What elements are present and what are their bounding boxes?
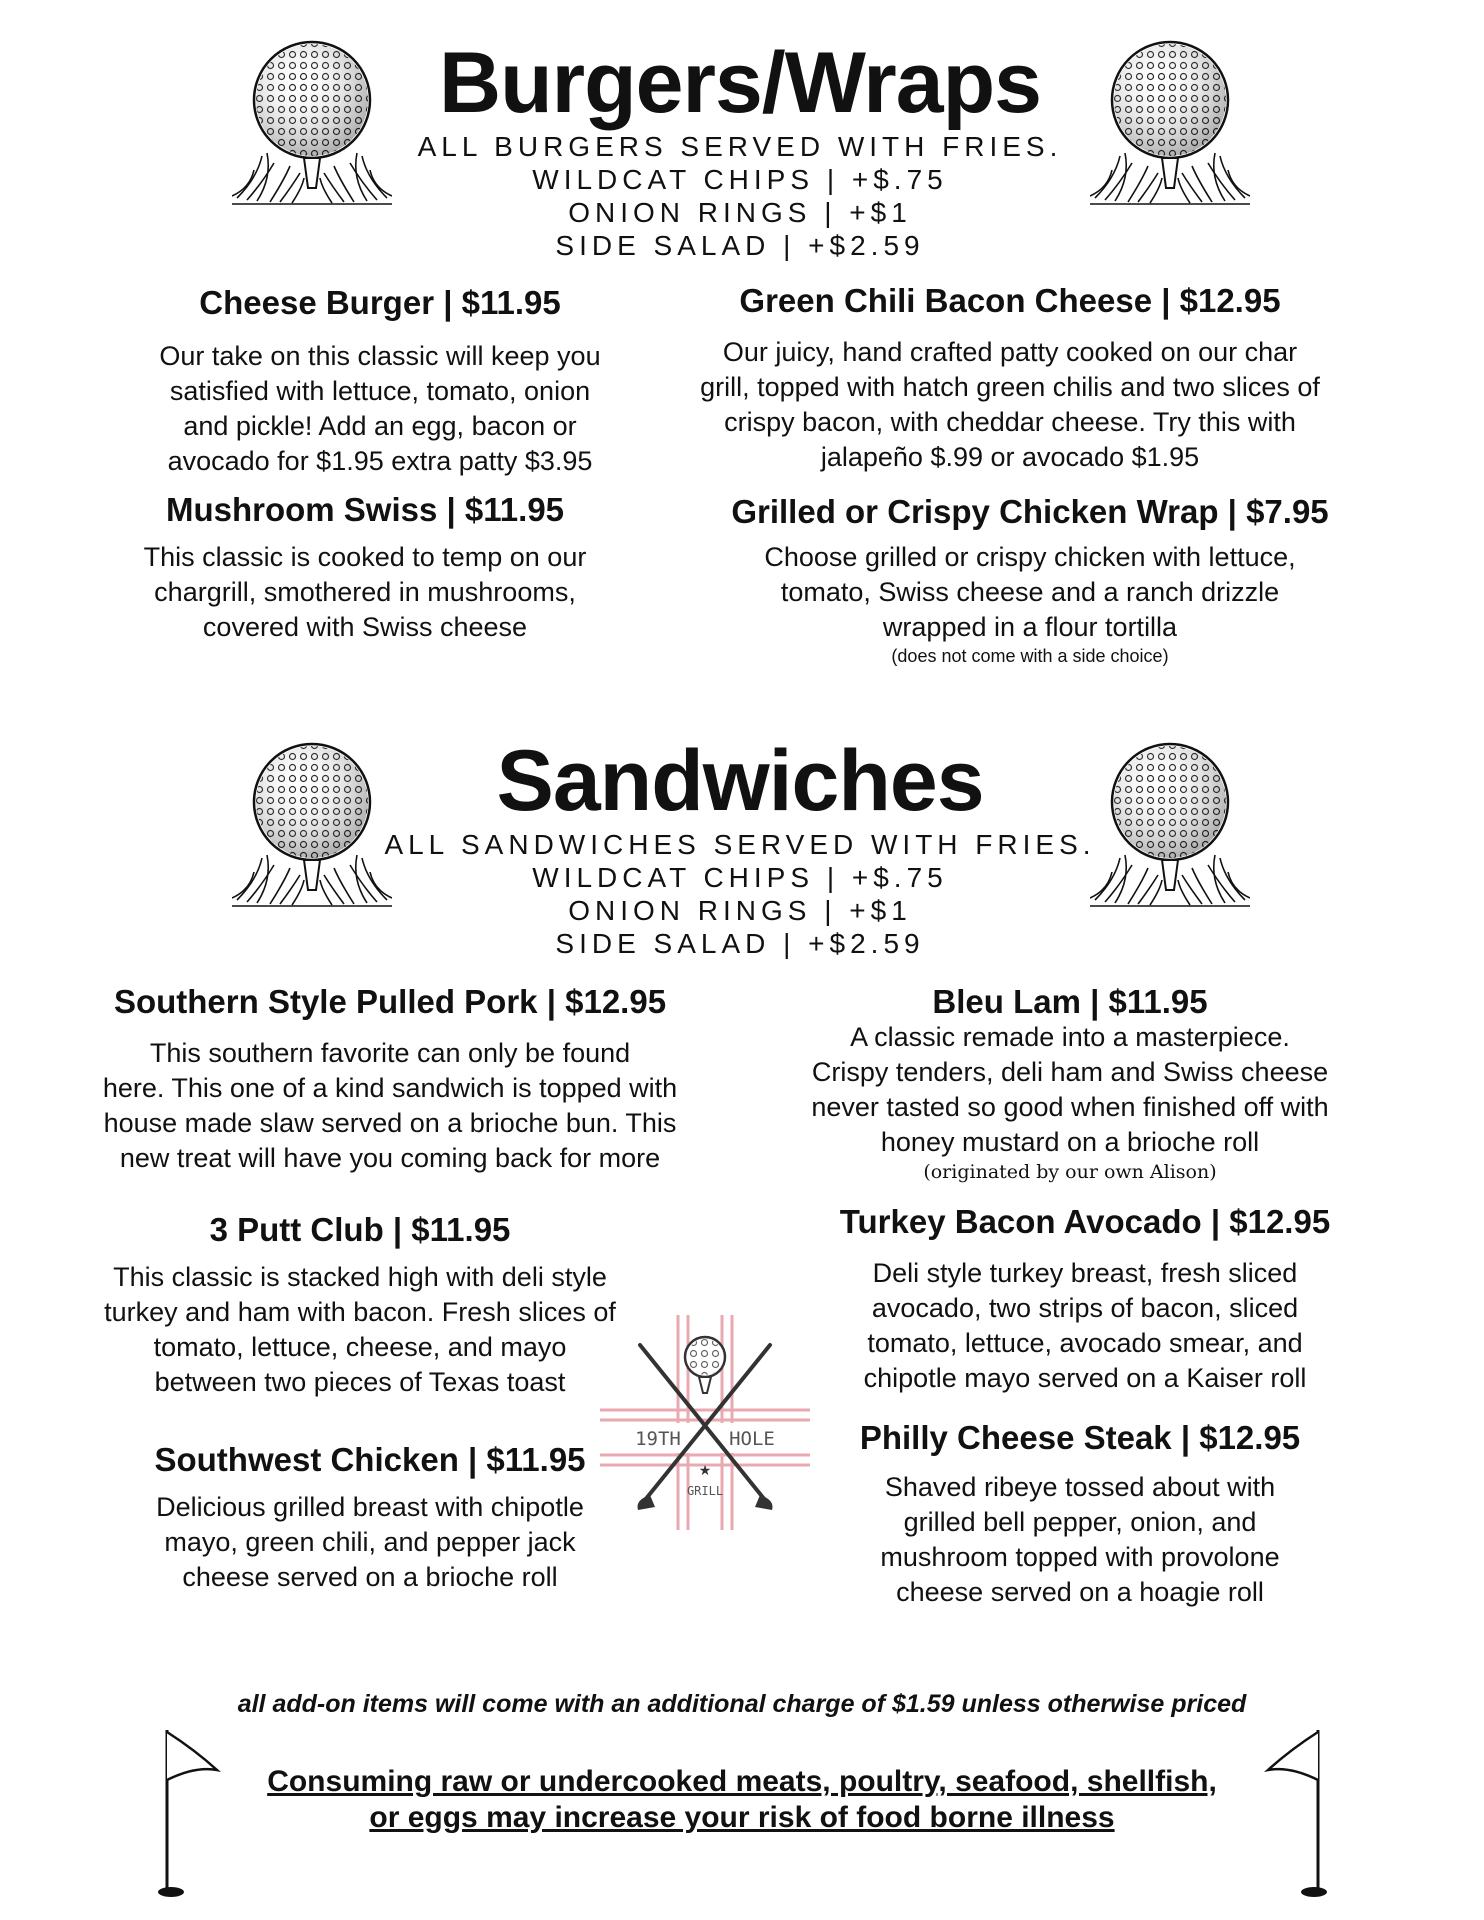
item-description — [760, 1020, 1380, 1160]
item-title: Green Chili Bacon Cheese | $12.95 — [739, 282, 1281, 319]
side-line: WILDCAT CHIPS | +$.75 — [532, 164, 948, 195]
side-line: SIDE SALAD | +$2.59 — [555, 230, 925, 261]
desc-line: tomato, lettuce, cheese, and mayo — [153, 1332, 567, 1363]
menu-item-turkey-bacon-avocado — [790, 1204, 1380, 1396]
desc-line: cheese served on a brioche roll — [182, 1562, 558, 1593]
menu-item-bleu-lam — [760, 984, 1380, 1184]
desc-line: This classic is cooked to temp on our — [143, 542, 587, 573]
desc-line: Deli style turkey breast, fresh sliced — [872, 1258, 1298, 1289]
side-line: ALL SANDWICHES SERVED WITH FRIES. — [384, 829, 1096, 860]
logo-bottom-text: GRILL — [686, 1484, 724, 1498]
desc-line: and pickle! Add an egg, bacon or — [183, 411, 577, 442]
desc-line: jalapeño $.99 or avocado $1.95 — [820, 442, 1200, 473]
item-title: Turkey Bacon Avocado | $12.95 — [839, 1203, 1331, 1240]
side-line: ONION RINGS | +$1 — [568, 895, 912, 926]
desc-line: Crispy tenders, deli ham and Swiss cheese — [811, 1057, 1329, 1088]
item-note: (originated by our own Alison) — [923, 1161, 1217, 1184]
desc-line: A classic remade into a masterpiece. — [850, 1022, 1290, 1053]
desc-line: satisfied with lettuce, tomato, onion — [169, 376, 591, 407]
desc-line: Delicious grilled breast with chipotle — [156, 1492, 584, 1523]
desc-line: avocado for $1.95 extra patty $3.95 — [167, 446, 593, 477]
item-description — [660, 335, 1360, 475]
side-line: SIDE SALAD | +$2.59 — [555, 928, 925, 959]
item-description — [100, 1490, 640, 1595]
food-safety-warning — [230, 1764, 1254, 1836]
desc-line: crispy bacon, with cheddar cheese. Try this with — [724, 407, 1296, 438]
svg-text:★: ★ — [698, 1463, 712, 1479]
logo-right-text: HOLE — [729, 1428, 775, 1450]
menu-item-green-chili-bacon-cheese — [660, 283, 1360, 475]
item-description — [800, 1470, 1360, 1610]
desc-line: wrapped in a flour tortilla — [882, 612, 1178, 643]
desc-line: tomato, Swiss cheese and a ranch drizzle — [780, 577, 1280, 608]
desc-line: This southern favorite can only be found — [149, 1038, 631, 1069]
item-description — [60, 1036, 720, 1176]
desc-line: never tasted so good when finished off with — [811, 1092, 1329, 1123]
burgers-side-options — [360, 130, 1120, 262]
item-description — [100, 339, 660, 479]
side-line: ALL BURGERS SERVED WITH FRIES. — [417, 131, 1063, 162]
desc-line: cheese served on a hoagie roll — [896, 1577, 1264, 1608]
item-description — [700, 540, 1360, 645]
item-title: Philly Cheese Steak | $12.95 — [859, 1419, 1301, 1456]
item-title: Mushroom Swiss | $11.95 — [165, 491, 565, 528]
desc-line: grilled bell pepper, onion, and — [903, 1507, 1257, 1538]
desc-line: honey mustard on a brioche roll — [880, 1127, 1260, 1158]
desc-line: house made slaw served on a brioche bun. This — [103, 1108, 677, 1139]
golf-flag-icon — [155, 1720, 225, 1900]
menu-item-pulled-pork — [60, 984, 720, 1176]
desc-line: chipotle mayo served on a Kaiser roll — [863, 1363, 1307, 1394]
desc-line: mushroom topped with provolone — [880, 1542, 1280, 1573]
section-title-sandwiches: Sandwiches — [496, 733, 984, 829]
desc-line: Shaved ribeye tossed about with — [884, 1472, 1276, 1503]
menu-item-mushroom-swiss — [85, 492, 645, 645]
item-description — [50, 1260, 670, 1400]
item-title: Grilled or Crispy Chicken Wrap | $7.95 — [731, 493, 1329, 530]
item-description — [790, 1256, 1380, 1396]
menu-item-southwest-chicken — [100, 1442, 640, 1595]
desc-line: here. This one of a kind sandwich is topped with — [102, 1073, 678, 1104]
menu-item-chicken-wrap — [700, 494, 1360, 667]
section-title-burgers: Burgers/Wraps — [439, 35, 1041, 131]
desc-line: new treat will have you coming back for more — [119, 1143, 661, 1174]
item-description — [85, 540, 645, 645]
golf-flag-icon — [1260, 1720, 1330, 1900]
item-title: Cheese Burger | $11.95 — [199, 284, 561, 321]
crossed-clubs-logo-icon — [600, 1315, 810, 1530]
desc-line: mayo, green chili, and pepper jack — [164, 1527, 576, 1558]
side-line: ONION RINGS | +$1 — [568, 197, 912, 228]
desc-line: avocado, two strips of bacon, sliced — [871, 1293, 1299, 1324]
item-title: Southern Style Pulled Pork | $12.95 — [113, 983, 667, 1020]
menu-item-philly-cheese-steak — [800, 1420, 1360, 1610]
item-title: Southwest Chicken | $11.95 — [154, 1441, 586, 1478]
desc-line: Our juicy, hand crafted patty cooked on our char — [722, 337, 1298, 368]
desc-line: Our take on this classic will keep you — [159, 341, 601, 372]
menu-item-3-putt-club — [50, 1212, 670, 1400]
desc-line: This classic is stacked high with deli style — [113, 1262, 607, 1293]
logo-left-text: 19TH — [635, 1428, 681, 1450]
item-note: (does not come with a side choice) — [891, 646, 1169, 667]
desc-line: between two pieces of Texas toast — [154, 1367, 566, 1398]
side-line: WILDCAT CHIPS | +$.75 — [532, 862, 948, 893]
menu-item-cheese-burger — [100, 285, 660, 479]
item-title: Bleu Lam | $11.95 — [932, 983, 1208, 1020]
desc-line: Choose grilled or crispy chicken with lettuce, — [764, 542, 1296, 573]
warning-line: or eggs may increase your risk of food borne illness — [369, 1801, 1115, 1834]
sandwiches-side-options — [340, 828, 1140, 960]
desc-line: grill, topped with hatch green chilis and two slices of — [700, 372, 1320, 403]
desc-line: covered with Swiss cheese — [202, 612, 528, 643]
item-title: 3 Putt Club | $11.95 — [209, 1211, 511, 1248]
desc-line: chargrill, smothered in mushrooms, — [154, 577, 576, 608]
warning-line: Consuming raw or undercooked meats, poultry, seafood, shellfish, — [267, 1765, 1217, 1798]
desc-line: tomato, lettuce, avocado smear, and — [867, 1328, 1303, 1359]
addon-note: all add-on items will come with an additional charge of $1.59 unless otherwise priced — [237, 1690, 1247, 1718]
desc-line: turkey and ham with bacon. Fresh slices of — [104, 1297, 616, 1328]
